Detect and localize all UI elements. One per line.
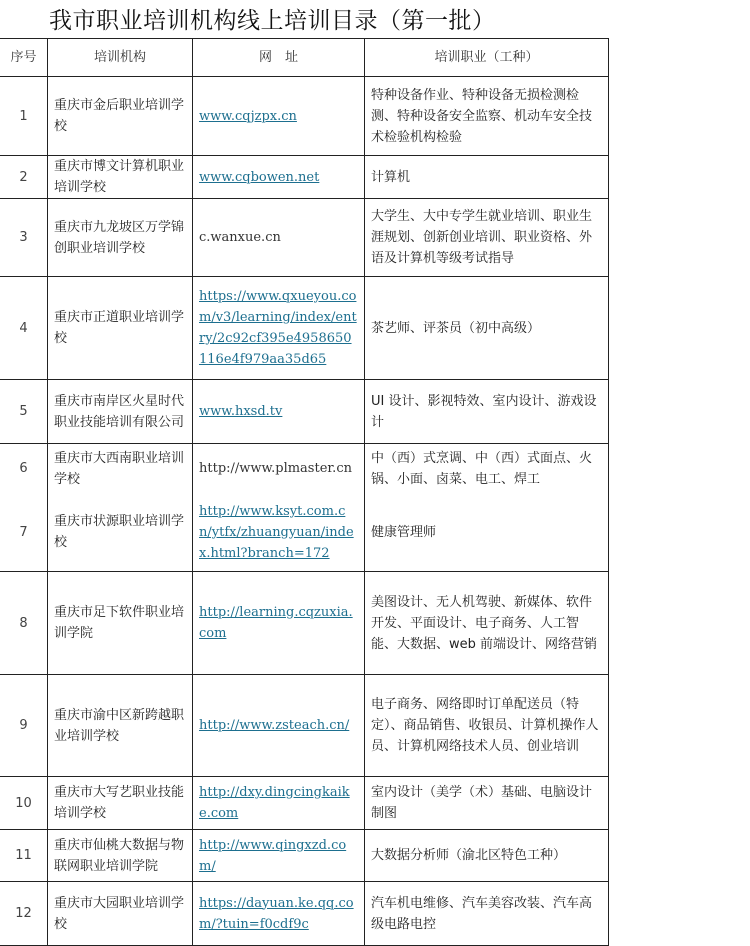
row-num: 8 — [0, 572, 48, 675]
table-row — [0, 675, 609, 777]
row-num: 2 — [0, 156, 48, 199]
row-org: 重庆市金后职业培训学校 — [48, 77, 193, 156]
row-org: 重庆市仙桃大数据与物联网职业培训学院 — [48, 830, 193, 882]
training-catalog-table — [0, 38, 609, 946]
header-url: 网 址 — [193, 39, 365, 77]
table-header-row — [0, 39, 609, 77]
table-row — [0, 444, 609, 494]
row-url-text: http://www.plmaster.cn — [199, 461, 352, 477]
table-row — [0, 572, 609, 675]
row-org: 重庆市南岸区火星时代职业技能培训有限公司 — [48, 380, 193, 444]
row-num: 9 — [0, 675, 48, 777]
table-row — [0, 277, 609, 380]
row-url-link[interactable]: http://dxy.dingcingkaike.com — [199, 785, 350, 821]
row-jobs: 健康管理师 — [365, 494, 609, 572]
table-row — [0, 494, 609, 572]
row-num: 1 — [0, 77, 48, 156]
row-num: 7 — [0, 494, 48, 572]
row-org: 重庆市大西南职业培训学校 — [48, 444, 193, 494]
row-org: 重庆市状源职业培训学校 — [48, 494, 193, 572]
row-org: 重庆市九龙坡区万学锦创职业培训学校 — [48, 199, 193, 277]
row-jobs: 中（西）式烹调、中（西）式面点、火锅、小面、卤菜、电工、焊工 — [365, 444, 609, 494]
row-url-link[interactable]: http://www.qingxzd.com/ — [199, 837, 347, 874]
row-url-link[interactable]: www.cqbowen.net — [199, 169, 320, 185]
row-org: 重庆市博文计算机职业培训学校 — [48, 156, 193, 199]
row-org: 重庆市渝中区新跨越职业培训学校 — [48, 675, 193, 777]
row-jobs: 电子商务、网络即时订单配送员（特定）、商品销售、收银员、计算机操作人员、计算机网络技术人员、创业培训 — [365, 675, 609, 777]
header-jobs: 培训职业（工种） — [365, 39, 609, 77]
page-title: 我市职业培训机构线上培训目录（第一批） — [49, 8, 496, 34]
table-row — [0, 830, 609, 882]
table-row — [0, 380, 609, 444]
table-row — [0, 77, 609, 156]
row-url-link[interactable]: https://www.qxueyou.com/v3/learning/index/entry/2c92cf395e4958650116e4f979aa35d65 — [199, 289, 357, 367]
row-num: 3 — [0, 199, 48, 277]
row-jobs: 室内设计（美学（术）基础、电脑设计制图 — [365, 777, 609, 830]
row-jobs: UI 设计、影视特效、室内设计、游戏设计 — [365, 380, 609, 444]
row-url-link[interactable]: www.hxsd.tv — [199, 404, 283, 419]
row-url-link[interactable]: http://learning.cqzuxia.com — [199, 605, 353, 641]
header-org: 培训机构 — [48, 39, 193, 77]
row-org: 重庆市大写艺职业技能培训学校 — [48, 777, 193, 830]
row-url-link[interactable]: www.cqjzpx.cn — [199, 108, 297, 124]
row-jobs: 汽车机电维修、汽车美容改装、汽车高级电路电控 — [365, 882, 609, 946]
row-jobs: 美图设计、无人机驾驶、新媒体、软件开发、平面设计、电子商务、人工智能、大数据、web 前端设计、网络营销 — [365, 572, 609, 675]
table-row — [0, 156, 609, 199]
row-jobs: 大学生、大中专学生就业培训、职业生涯规划、创新创业培训、职业资格、外语及计算机等级考试指导 — [365, 199, 609, 277]
table-row — [0, 199, 609, 277]
row-url-text: c.wanxue.cn — [199, 230, 281, 245]
table-row — [0, 777, 609, 830]
table-row — [0, 882, 609, 946]
row-url-link[interactable]: https://dayuan.ke.qq.com/?tuin=f0cdf9c — [199, 895, 354, 932]
row-num: 12 — [0, 882, 48, 946]
row-url-link[interactable]: http://www.ksyt.com.cn/ytfx/zhuangyuan/index.html?branch=172 — [199, 503, 354, 561]
row-num: 10 — [0, 777, 48, 830]
row-org: 重庆市大园职业培训学校 — [48, 882, 193, 946]
row-num: 6 — [0, 444, 48, 494]
header-num: 序号 — [0, 39, 48, 77]
row-jobs: 特种设备作业、特种设备无损检测检测、特种设备安全监察、机动车安全技术检验机构检验 — [365, 77, 609, 156]
row-num: 11 — [0, 830, 48, 882]
row-num: 5 — [0, 380, 48, 444]
row-jobs: 大数据分析师（渝北区特色工种） — [365, 830, 609, 882]
row-url-link[interactable]: http://www.zsteach.cn/ — [199, 718, 350, 733]
row-num: 4 — [0, 277, 48, 380]
row-org: 重庆市正道职业培训学校 — [48, 277, 193, 380]
row-org: 重庆市足下软件职业培训学院 — [48, 572, 193, 675]
row-jobs: 计算机 — [365, 156, 609, 199]
row-jobs: 茶艺师、评茶员（初中高级） — [365, 277, 609, 380]
